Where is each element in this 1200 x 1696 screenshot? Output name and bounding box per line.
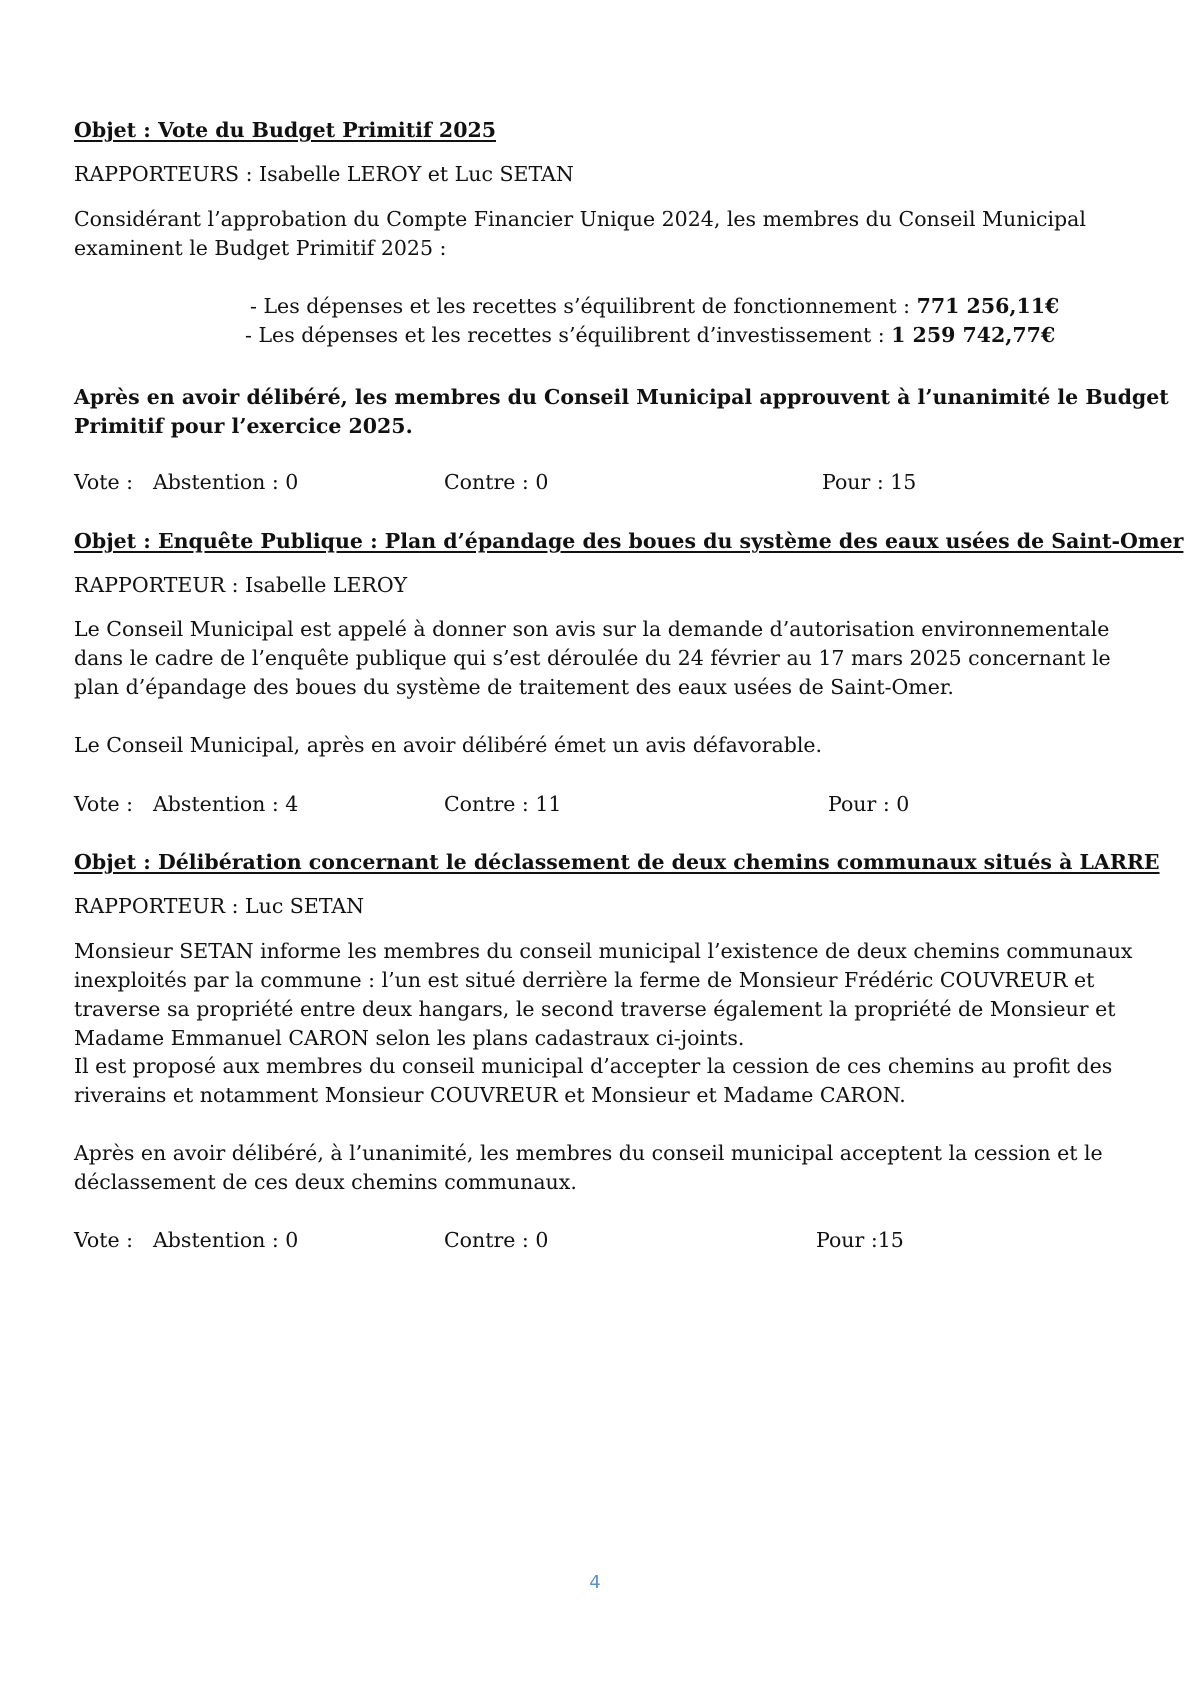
- section3-decision-line1: Après en avoir délibéré, à l’unanimité, les membres du conseil municipal acceptent la cession et le: [74, 1141, 1103, 1165]
- section1-decision-line2: Primitif pour l’exercice 2025.: [74, 414, 413, 438]
- section3-body-line3: traverse sa propriété entre deux hangars, le second traverse également la propriété de Monsieur et: [74, 997, 1116, 1021]
- section3-body-line2: inexploités par la commune : l’un est situé derrière la ferme de Monsieur Frédéric COUVREUR et: [74, 968, 1095, 992]
- section1-title: Objet : Vote du Budget Primitif 2025: [74, 118, 496, 142]
- vote-pour: Pour : 0: [828, 792, 910, 816]
- bullet1-amount: 771 256,11€: [916, 294, 1060, 318]
- vote-contre: Contre : 11: [444, 792, 562, 816]
- bullet2-amount: 1 259 742,77€: [891, 323, 1056, 347]
- page-number: 4: [589, 1572, 601, 1593]
- section3-rapporteur: RAPPORTEUR : Luc SETAN: [74, 894, 365, 918]
- vote-contre: Contre : 0: [444, 470, 549, 494]
- section1-decision-line1: Après en avoir délibéré, les membres du Conseil Municipal approuvent à l’unanimité le Budget: [74, 385, 1169, 409]
- section1-bullet1: [250, 292, 1059, 321]
- section1-intro-line1: Considérant l’approbation du Compte Financier Unique 2024, les membres du Conseil Municipal: [74, 207, 1086, 231]
- section2-body-line1: Le Conseil Municipal est appelé à donner son avis sur la demande d’autorisation environnementale: [74, 617, 1110, 641]
- section2-body-line3: plan d’épandage des boues du système de traitement des eaux usées de Saint-Omer.: [74, 675, 954, 699]
- bullet2-text: - Les dépenses et les recettes s’équilibrent d’investissement :: [245, 323, 892, 347]
- vote-pour: Pour : 15: [822, 470, 917, 494]
- vote-label: Vote :: [74, 792, 134, 816]
- vote-abstention: Abstention : 0: [153, 470, 299, 494]
- vote-pour: Pour :15: [816, 1228, 904, 1252]
- bullet1-text: - Les dépenses et les recettes s’équilibrent de fonctionnement :: [250, 294, 917, 318]
- section3-title: Objet : Délibération concernant le déclassement de deux chemins communaux situés à LARRE: [74, 850, 1160, 874]
- section2-decision: Le Conseil Municipal, après en avoir délibéré émet un avis défavorable.: [74, 733, 823, 757]
- section3-body-line4: Madame Emmanuel CARON selon les plans cadastraux ci-joints.: [74, 1026, 745, 1050]
- section1-rapporteurs: RAPPORTEURS : Isabelle LEROY et Luc SETAN: [74, 162, 574, 186]
- section3-body-line1: Monsieur SETAN informe les membres du conseil municipal l’existence de deux chemins communaux: [74, 939, 1133, 963]
- section2-rapporteur: RAPPORTEUR : Isabelle LEROY: [74, 573, 408, 597]
- vote-contre: Contre : 0: [444, 1228, 549, 1252]
- section1-bullet2: [245, 321, 1055, 350]
- section2-body-line2: dans le cadre de l’enquête publique qui s’est déroulée du 24 février au 17 mars 2025 concernant le: [74, 646, 1111, 670]
- section3-decision-line2: déclassement de ces deux chemins communaux.: [74, 1170, 577, 1194]
- section1-intro-line2: examinent le Budget Primitif 2025 :: [74, 236, 447, 260]
- section2-title: Objet : Enquête Publique : Plan d’épandage des boues du système des eaux usées de Saint-Omer: [74, 529, 1184, 553]
- vote-label: Vote :: [74, 1228, 134, 1252]
- section3-body-line6: riverains et notamment Monsieur COUVREUR et Monsieur et Madame CARON.: [74, 1083, 906, 1107]
- section3-body-line5: Il est proposé aux membres du conseil municipal d’accepter la cession de ces chemins au profit des: [74, 1054, 1113, 1078]
- vote-abstention: Abstention : 0: [153, 1228, 299, 1252]
- vote-label: Vote :: [74, 470, 134, 494]
- vote-abstention: Abstention : 4: [153, 792, 299, 816]
